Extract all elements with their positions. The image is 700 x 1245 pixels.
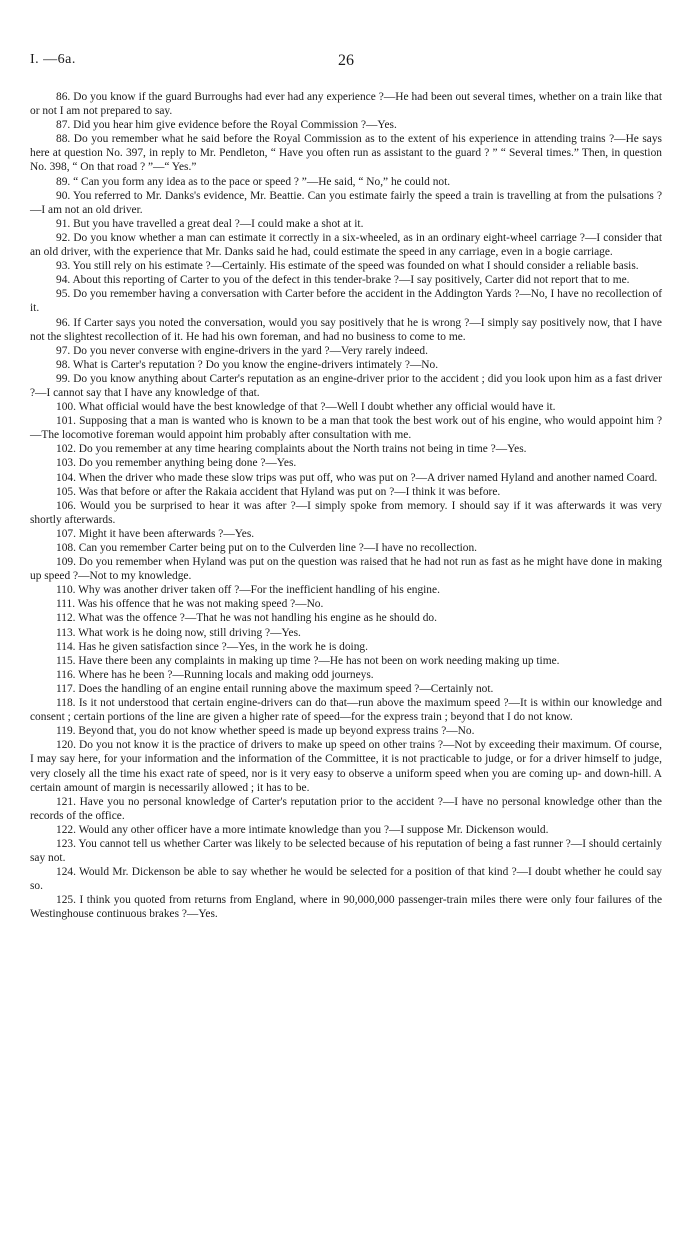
question-paragraph: 97. Do you never converse with engine-drivers in the yard ?—Very rarely indeed.: [56, 344, 428, 357]
question-paragraph: 88. Do you remember what he said before the Royal Commission as to the extent of his experience in attending trains ?—He says here at question No. 397, in reply to Mr. Pendleton, “ Have you often run as assistant to the guard ? ” “ Several times.” Then, in question No. 398, “ On that road ? ”—“ Yes.”: [30, 133, 662, 174]
question-paragraph: 93. You still rely on his estimate ?—Certainly. His estimate of the speed was founded on what I should consider a reliable basis.: [56, 260, 639, 273]
question-paragraph: 100. What official would have the best knowledge of that ?—Well I doubt whether any official would have it.: [56, 401, 556, 414]
question-paragraph: 98. What is Carter's reputation ? Do you know the engine-drivers intimately ?—No.: [56, 358, 439, 371]
question-paragraph: 106. Would you be surprised to hear it was after ?—I simply spoke from memory. I should say if it was afterwards it was very shortly afterwards.: [30, 499, 662, 526]
question-paragraph: 110. Why was another driver taken off ?—For the inefficient handling of his engine.: [56, 584, 440, 597]
question-paragraph: 107. Might it have been afterwards ?—Yes.: [56, 527, 255, 540]
question-paragraph: 121. Have you no personal knowledge of Carter's reputation prior to the accident ?—I have no personal knowledge other than the records of the office.: [30, 795, 662, 822]
question-paragraph: 90. You referred to Mr. Danks's evidence, Mr. Beattie. Can you estimate fairly the speed a train is travelling at from the pulsations ?—I am not an old driver.: [30, 189, 662, 216]
question-paragraph: 104. When the driver who made these slow trips was put off, who was put on ?—A driver named Hyland and another named Coard.: [56, 471, 658, 484]
question-paragraph: 103. Do you remember anything being done ?—Yes.: [56, 457, 297, 470]
question-paragraph: 115. Have there been any complaints in making up time ?—He has not been on work needing making up time.: [56, 654, 560, 667]
question-paragraph: 105. Was that before or after the Rakaia accident that Hyland was put on ?—I think it was before.: [56, 485, 501, 498]
question-paragraph: 91. But you have travelled a great deal ?—I could make a shot at it.: [56, 217, 364, 230]
question-paragraph: 123. You cannot tell us whether Carter was likely to be selected because of his reputation of being a fast runner ?—I should certainly say not.: [30, 837, 662, 865]
question-paragraph: 102. Do you remember at any time hearing complaints about the North trains not being in time ?—Yes.: [56, 443, 527, 456]
question-paragraph: 96. If Carter says you noted the conversation, would you say positively that he is wrong ?—I simply say positively now, that I have not the slightest recollection of it. He had his own foreman, and had no business to come to me.: [30, 316, 662, 343]
question-paragraph: 114. Has he given satisfaction since ?—Yes, in the work he is doing.: [56, 640, 368, 653]
question-paragraph: 125. I think you quoted from returns from England, where in 90,000,000 passenger-train miles there were only four failures of the Westinghouse continuous brakes ?—Yes.: [30, 894, 662, 921]
question-paragraph: 95. Do you remember having a conversation with Carter before the accident in the Addington Yards ?—No, I have no recollection of it.: [30, 288, 662, 315]
document-reference: I. —6a.: [30, 52, 76, 67]
question-paragraph: 117. Does the handling of an engine entail running above the maximum speed ?—Certainly not.: [56, 682, 494, 695]
question-paragraph: 108. Can you remember Carter being put on to the Culverden line ?—I have no recollection.: [56, 542, 478, 554]
question-paragraph: 113. What work is he doing now, still driving ?—Yes.: [56, 626, 301, 639]
page-header: [30, 52, 662, 72]
question-paragraph: 101. Supposing that a man is wanted who is known to be a man that took the best work out of his engine, who would appoint him ?—The locomotive foreman would appoint him probably after consultation with me.: [30, 415, 662, 442]
question-paragraph: 111. Was his offence that he was not making speed ?—No.: [56, 598, 324, 611]
document-body: [30, 90, 662, 922]
question-paragraph: 119. Beyond that, you do not know whether speed is made up beyond express trains ?—No.: [56, 725, 475, 738]
question-paragraph: 109. Do you remember when Hyland was put on the question was raised that he had not run as fast as he might have done in making up speed ?—Not to my knowledge.: [30, 556, 662, 583]
question-paragraph: 86. Do you know if the guard Burroughs had ever had any experience ?—He had been out several times, whether on a train like that or not I am not prepared to say.: [30, 91, 662, 118]
question-paragraph: 118. Is it not understood that certain engine-drivers can do that—run above the maximum speed ?—It is within our knowledge and consent ; certain portions of the line are given a higher rate of speed—for the express train ; beyond that I do not know.: [30, 697, 662, 724]
question-paragraph: 122. Would any other officer have a more intimate knowledge than you ?—I suppose Mr. Dickenson would.: [56, 823, 549, 836]
question-paragraph: 87. Did you hear him give evidence before the Royal Commission ?—Yes.: [56, 119, 397, 132]
question-paragraph: 116. Where has he been ?—Running locals and making odd journeys.: [56, 668, 374, 681]
question-paragraph: 112. What was the offence ?—That he was not handling his engine as he should do.: [56, 612, 437, 625]
question-paragraph: 124. Would Mr. Dickenson be able to say whether he would be selected for a position of that kind ?—I doubt whether he could say so.: [30, 866, 662, 893]
page-number: 26: [338, 52, 354, 69]
question-paragraph: 89. “ Can you form any idea as to the pace or speed ? ”—He said, “ No,” he could not.: [56, 175, 451, 188]
question-paragraph: 92. Do you know whether a man can estimate it correctly in a six-wheeled, as in an ordinary eight-wheel carriage ?—I consider that an old driver, with the experience that Mr. Danks said he had, could estimate the speed in any carriage, even in a bogie carriage.: [30, 231, 662, 259]
question-paragraph: 120. Do you not know it is the practice of drivers to make up speed on other trains ?—Not by exceeding their maximum. Of course, I may say here, for your information and the information of the Committee, it is not practicable to judge, or for a driver himself to judge, very closely all the time his exact rate of speed, nor is it very easy to observe a uniform speed when you are coming up- and down-hill. A certain amount of margin is necessarily allowed ; it has to be.: [30, 739, 662, 794]
question-paragraph: 94. About this reporting of Carter to you of the defect in this tender-brake ?—I say positively, Carter did not report that to me.: [56, 274, 630, 287]
question-paragraph: 99. Do you know anything about Carter's reputation as an engine-driver prior to the accident ; did you look upon him as a fast driver ?—I cannot say that I have any knowledge of that.: [30, 372, 662, 399]
